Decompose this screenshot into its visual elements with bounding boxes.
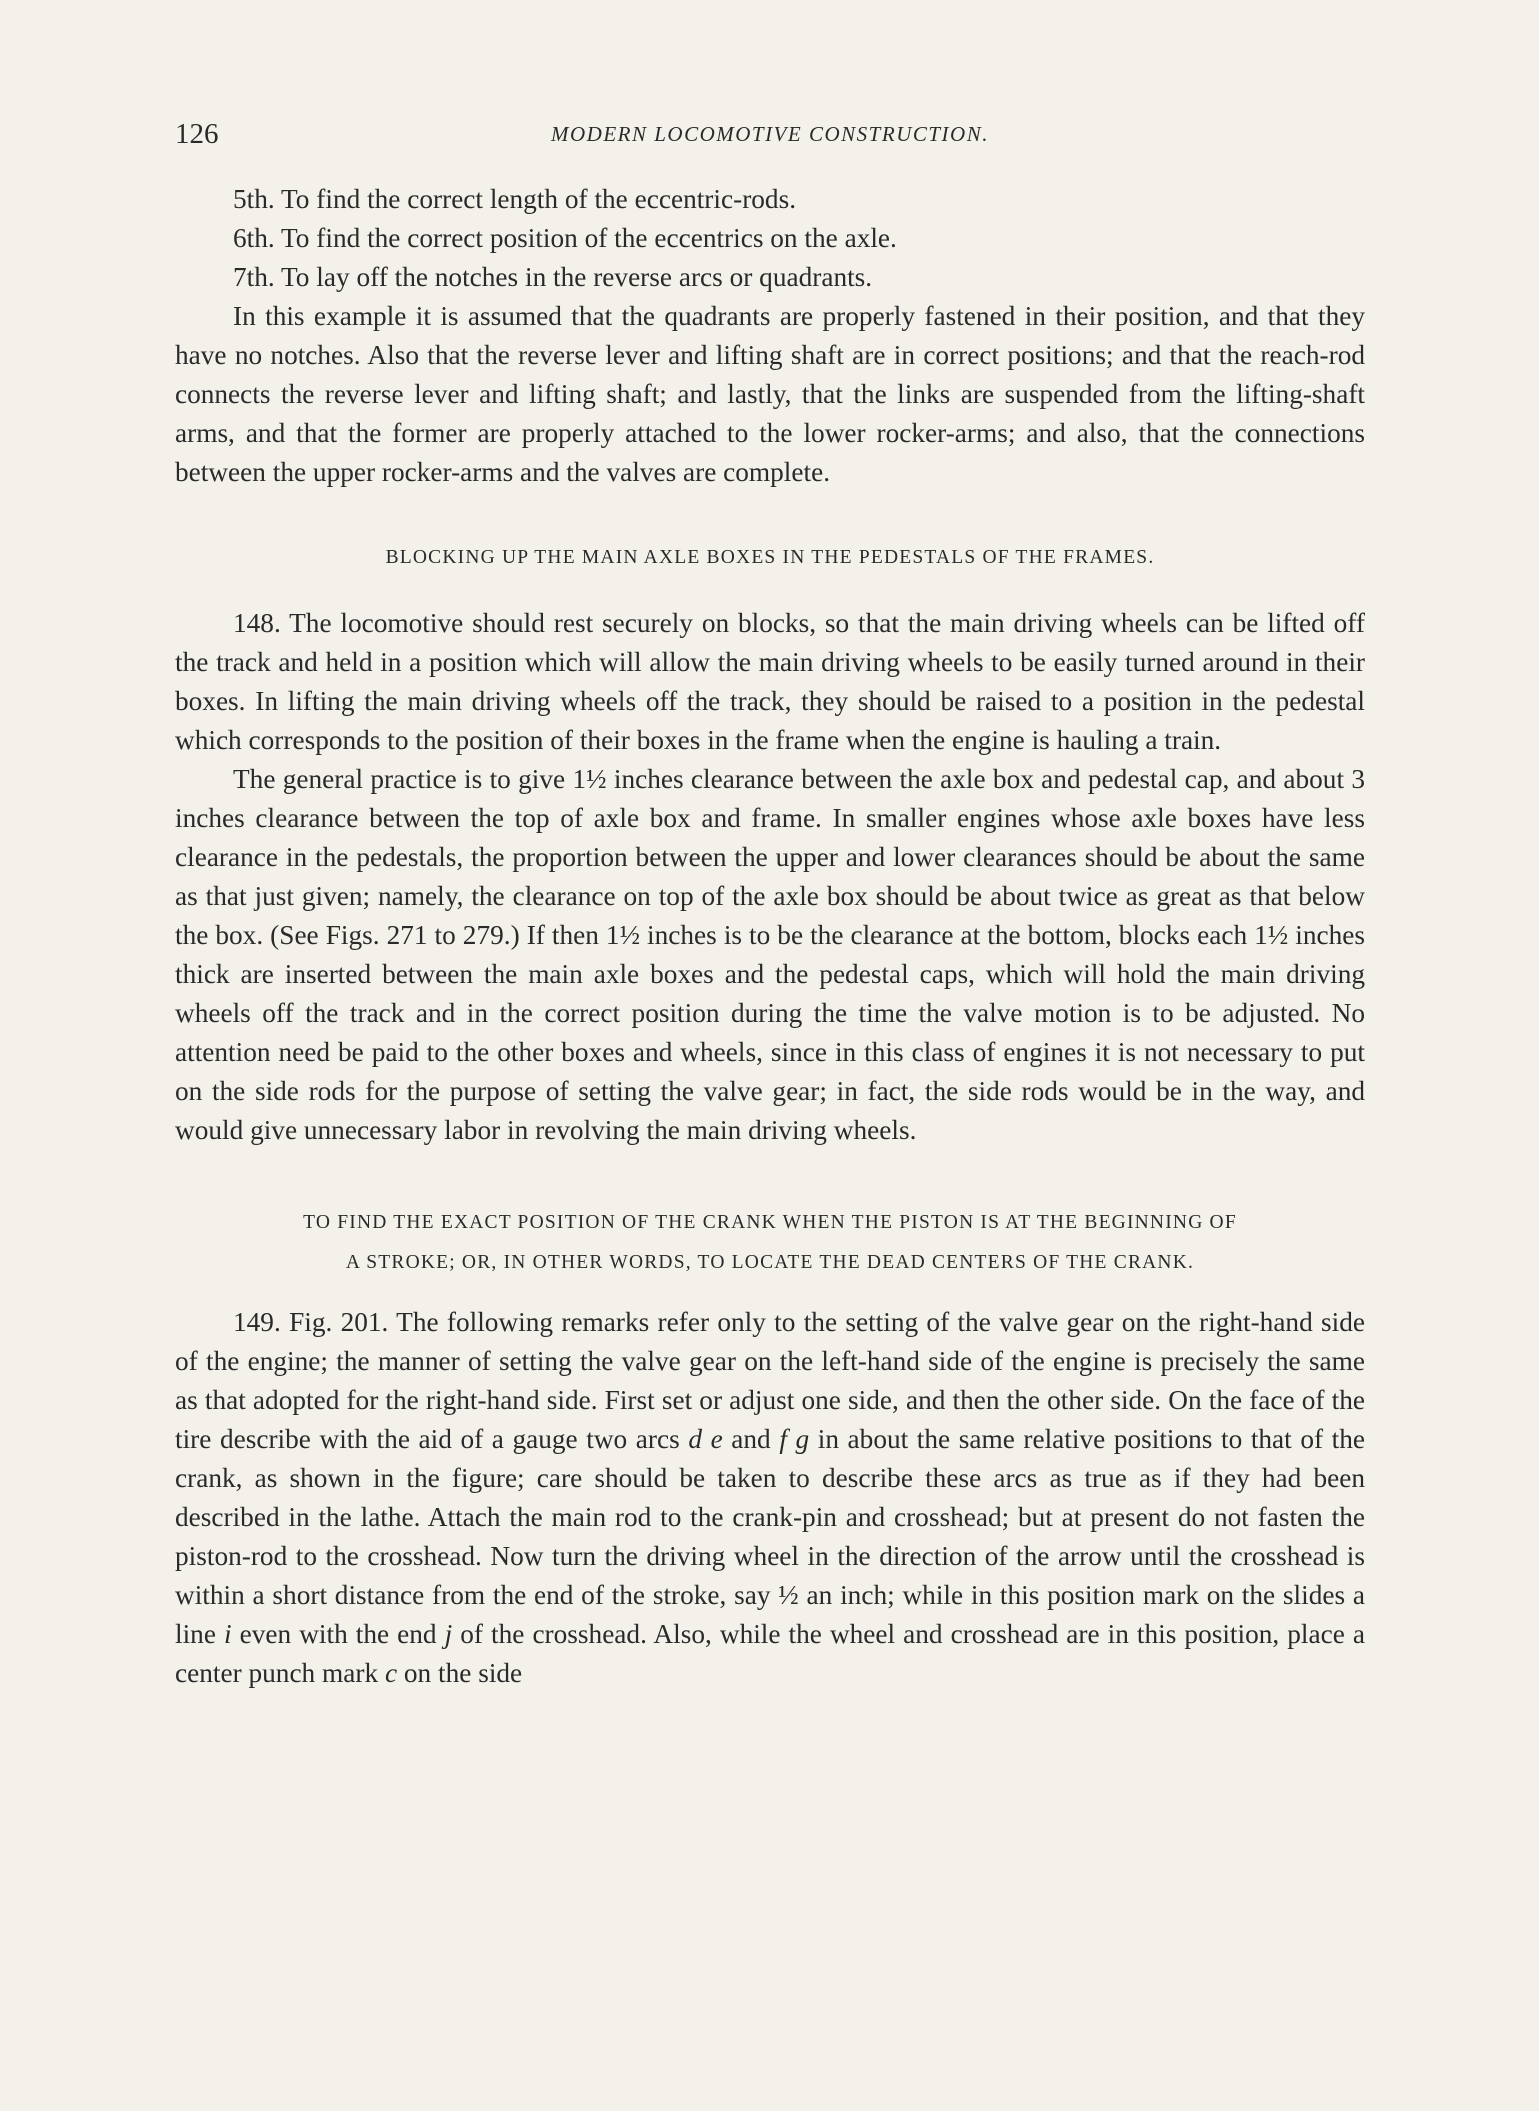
text-run: in about the same relative positions to that of the crank, as shown in the figure; care should be taken to describe these arcs as true as if they had been described in the lathe. Attach the main rod to the crank-pin and crosshead; but at present do not fasten the piston-rod to the crosshead. Now turn the driving wheel in the direction of the arrow until the crosshead is within a short distance from the end of the stroke, say ½ an inch; while in this position mark on the slides a line: [175, 1424, 1366, 1649]
running-title: MODERN LOCOMOTIVE CONSTRUCTION.: [551, 122, 989, 146]
section-heading-dead-centers: [175, 1203, 1365, 1283]
paragraph-149: [175, 1303, 1365, 1693]
text-run: of the crosshead. Also, while the wheel and crosshead are in this position, place a center punch mark: [175, 1619, 1365, 1688]
paragraph-clearance: The general practice is to give 1½ inches clearance between the axle box and pedestal cap, and about 3 inches clearance between the top of axle box and frame. In smaller engines whose axle boxes have less clearance in the pedestals, the proportion between the upper and lower clearances should be about the same as that just given; namely, the clearance on top of the axle box should be about twice as great as that below the box. (See Figs. 271 to 279.) If then 1½ inches is to be the clearance at the bottom, blocks each 1½ inches thick are inserted between the main axle boxes and the pedestal caps, which will hold the main driving wheels off the track and in the correct position during the time the valve motion is to be adjusted. No attention need be paid to the other boxes and wheels, since in this class of engines it is not necessary to put on the side rods for the purpose of setting the valve gear; in fact, the side rods would be in the way, and would give unnecessary labor in revolving the main driving wheels.: [175, 764, 1365, 1145]
section-heading-blocking: BLOCKING UP THE MAIN AXLE BOXES IN THE PEDESTALS OF THE FRAMES.: [385, 547, 1155, 568]
text-run: on the side: [403, 1658, 523, 1688]
page-header: [175, 118, 1365, 158]
text-run: and: [731, 1424, 771, 1454]
heading-line-2: A STROKE; OR, IN OTHER WORDS, TO LOCATE THE DEAD CENTERS OF THE CRANK.: [345, 1252, 1195, 1273]
intro-paragraph: In this example it is assumed that the quadrants are properly fastened in their position, and that they have no notches. Also that the reverse lever and lifting shaft are in correct positions; and that the reach-rod connects the reverse lever and lifting shaft; and lastly, that the links are suspended from the lifting-shaft arms, and that the former are properly attached to the lower rocker-arms; and also, that the connections between the upper rocker-arms and the valves are complete.: [175, 301, 1365, 487]
mark-label-i: i: [223, 1619, 232, 1649]
list-item: 6th. To find the correct position of the eccentrics on the axle.: [233, 223, 897, 253]
mark-label-c: c: [384, 1658, 398, 1688]
text-run: even with the end: [239, 1619, 437, 1649]
arc-label-fg: f g: [779, 1424, 810, 1454]
list-item: 7th. To lay off the notches in the reverse arcs or quadrants.: [233, 262, 873, 292]
heading-line-1: TO FIND THE EXACT POSITION OF THE CRANK WHEN THE PISTON IS AT THE BEGINNING OF: [303, 1212, 1237, 1233]
paragraph-148: 148. The locomotive should rest securely on blocks, so that the main driving wheels can be lifted off the track and held in a position which will allow the main driving wheels to be easily turned around in their boxes. In lifting the main driving wheels off the track, they should be raised to a position in the pedestal which corresponds to the position of their boxes in the frame when the engine is hauling a train.: [175, 608, 1365, 755]
text-run: 149. Fig. 201. The following remarks refer only to the setting of the valve gear on the right-hand side of the engine; the manner of setting the valve gear on the left-hand side of the engine is precisely the same as that adopted for the right-hand side. First set or adjust one side, and then the other side. On the face of the tire describe with the aid of a gauge two arcs: [175, 1307, 1365, 1454]
list-item: 5th. To find the correct length of the eccentric-rods.: [233, 184, 797, 214]
arc-label-de: d e: [688, 1424, 723, 1454]
page-body: [175, 180, 1365, 1693]
mark-label-j: j: [444, 1619, 453, 1649]
page-number: 126: [175, 118, 219, 150]
